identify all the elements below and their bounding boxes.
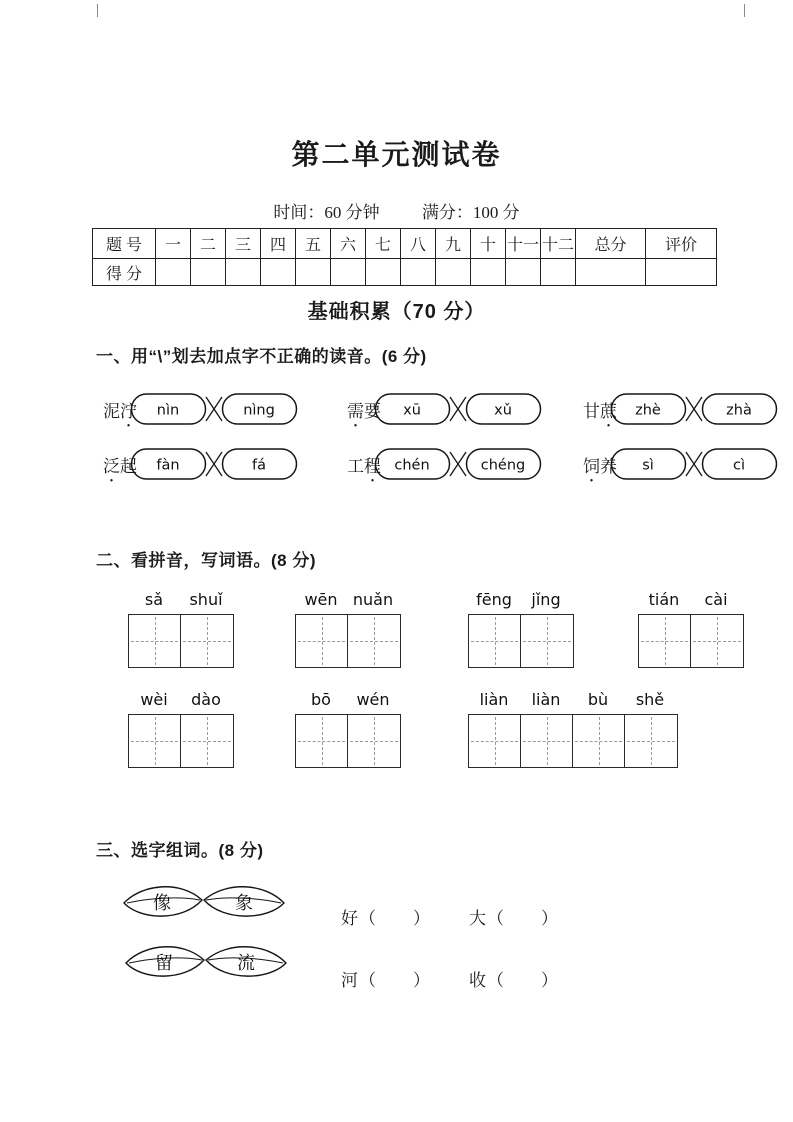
score-input-cell: [401, 259, 436, 286]
score-input-cell: [436, 259, 471, 286]
pinyin-option-1: xū: [403, 402, 421, 419]
writing-cell: [296, 615, 348, 667]
section-heading: 基础积累（70 分）: [307, 301, 486, 323]
pinyin-syllable: wēn: [304, 590, 338, 609]
target-word: [583, 397, 617, 422]
pinyin-label-row: [468, 690, 678, 712]
pinyin-syllable: bō: [311, 690, 331, 709]
pinyin-write-group: [638, 590, 744, 668]
pinyin-syllable: dào: [191, 690, 221, 709]
score-input-cell: [261, 259, 296, 286]
score-input-cell: [331, 259, 366, 286]
writing-grid: [128, 614, 234, 668]
score-input-cell: [471, 259, 506, 286]
pinyin-syllable: tián: [648, 590, 680, 609]
pinyin-syllable: wèi: [140, 690, 168, 709]
pinyin-choice-item: [103, 391, 298, 427]
crop-mark-right: [744, 4, 745, 17]
score-col-header: 一: [156, 229, 191, 259]
writing-cell: [521, 715, 573, 767]
pinyin-option-2: chéng: [480, 457, 526, 474]
pinyin-option-1: fàn: [156, 457, 180, 474]
dotted-char: 程: [364, 456, 381, 476]
pinyin-option-2: zhà: [726, 402, 752, 419]
pinyin-option-1: chén: [394, 457, 430, 474]
pinyin-syllable: liàn: [531, 690, 561, 709]
score-table-score-row: [93, 259, 717, 286]
score-col-header: 七: [366, 229, 401, 259]
target-word: [583, 452, 617, 477]
pinyin-option-2: xǔ: [494, 402, 512, 419]
pinyin-write-group: [468, 590, 574, 668]
pinyin-option-2: cì: [732, 457, 746, 474]
target-word: [347, 452, 381, 477]
pinyin-write-group: [128, 690, 234, 768]
time-label: 时间：60 分钟: [273, 203, 380, 222]
writing-cell: [521, 615, 573, 667]
question-number-label: 题 号: [93, 229, 156, 259]
pinyin-syllable: cài: [704, 590, 728, 609]
pinyin-choice-item: [347, 391, 542, 427]
writing-cell: [691, 615, 743, 667]
pinyin-syllable: jǐng: [531, 590, 561, 609]
writing-cell: [469, 615, 521, 667]
writing-cell: [469, 715, 521, 767]
score-col-header: 二: [191, 229, 226, 259]
writing-cell: [129, 615, 181, 667]
leaf-pair-shape: [122, 876, 286, 928]
score-col-header: 三: [226, 229, 261, 259]
question-1-title: 一、用“\”划去加点字不正确的读音。(6 分): [96, 347, 427, 366]
pinyin-label-row: [468, 590, 574, 612]
pinyin-syllable: shě: [635, 690, 665, 709]
pinyin-choice-item: [583, 391, 778, 427]
score-col-header: 五: [296, 229, 331, 259]
target-word: [103, 452, 137, 477]
target-word: [103, 397, 137, 422]
score-input-cell: [541, 259, 576, 286]
writing-cell: [296, 715, 348, 767]
score-input-cell: [506, 259, 541, 286]
score-input-cell: [646, 259, 717, 286]
writing-cell: [129, 715, 181, 767]
choice-char-left: 像: [153, 893, 171, 913]
dotted-char: 饲: [583, 456, 600, 476]
writing-cell: [181, 715, 233, 767]
pinyin-write-group: [468, 690, 678, 768]
score-table-header-row: [93, 229, 717, 259]
word-pre: 工: [347, 456, 364, 476]
word-pre: 甘: [583, 401, 600, 421]
writing-cell: [181, 615, 233, 667]
score-input-cell: [366, 259, 401, 286]
writing-grid: [295, 714, 401, 768]
writing-grid: [128, 714, 234, 768]
score-input-cell: [156, 259, 191, 286]
pinyin-write-group: [128, 590, 234, 668]
word-post: 要: [364, 401, 381, 421]
pinyin-option-1: sì: [642, 457, 654, 474]
score-table: [92, 228, 717, 286]
pinyin-syllable: shuǐ: [189, 590, 223, 609]
score-col-header: 十: [471, 229, 506, 259]
score-input-cell: [226, 259, 261, 286]
pinyin-syllable: fēng: [476, 590, 512, 609]
pinyin-choice-item: [347, 446, 542, 482]
pinyin-syllable: sǎ: [144, 590, 164, 609]
ribbon-shape: [610, 391, 778, 427]
pinyin-write-group: [295, 690, 401, 768]
ribbon-shape: [374, 391, 542, 427]
word-pre: 泥: [103, 401, 120, 421]
fill-blank: 收（ ）: [469, 971, 559, 990]
pinyin-label-row: [128, 690, 234, 712]
choice-char-right: 流: [237, 953, 255, 973]
writing-grid: [468, 614, 574, 668]
crop-mark-left: [97, 4, 98, 17]
score-input-cell: [191, 259, 226, 286]
score-col-header: 评价: [646, 229, 717, 259]
dotted-char: 泛: [103, 456, 120, 476]
score-col-header: 九: [436, 229, 471, 259]
ribbon-shape: [130, 446, 298, 482]
writing-grid: [638, 614, 744, 668]
pinyin-write-group: [295, 590, 401, 668]
score-col-header: 总分: [576, 229, 646, 259]
page-title: 第二单元测试卷: [291, 139, 502, 170]
target-word: [347, 397, 381, 422]
writing-grid: [468, 714, 678, 768]
pinyin-label-row: [295, 590, 401, 612]
ribbon-shape: [130, 391, 298, 427]
full-score-label: 满分：100 分: [421, 203, 520, 222]
pinyin-syllable: wén: [356, 690, 390, 709]
fill-blank: 好（ ）: [341, 909, 431, 928]
pinyin-choice-item: [103, 446, 298, 482]
exam-info-line: [0, 198, 793, 223]
score-input-cell: [296, 259, 331, 286]
writing-cell: [348, 615, 400, 667]
pinyin-option-2: fá: [252, 457, 266, 474]
score-col-header: 六: [331, 229, 366, 259]
score-col-header: 八: [401, 229, 436, 259]
writing-cell: [348, 715, 400, 767]
writing-cell: [573, 715, 625, 767]
fill-blank: 河（ ）: [341, 971, 431, 990]
pinyin-label-row: [295, 690, 401, 712]
score-row-label: 得 分: [93, 259, 156, 286]
writing-grid: [295, 614, 401, 668]
pinyin-label-row: [638, 590, 744, 612]
fill-blank: 大（ ）: [469, 909, 559, 928]
dotted-char: 需: [347, 401, 364, 421]
leaf-pair-shape: [124, 936, 288, 988]
pinyin-syllable: bù: [587, 690, 609, 709]
pinyin-syllable: nuǎn: [352, 590, 394, 609]
pinyin-choice-item: [583, 446, 778, 482]
question-2-title: 二、看拼音，写词语。(8 分): [96, 551, 316, 570]
pinyin-syllable: liàn: [479, 690, 509, 709]
score-col-header: 十一: [506, 229, 541, 259]
score-col-header: 四: [261, 229, 296, 259]
pinyin-label-row: [128, 590, 234, 612]
pinyin-option-1: zhè: [635, 402, 661, 419]
dotted-char: 蔗: [600, 401, 617, 421]
choice-char-left: 留: [155, 953, 173, 973]
score-col-header: 十二: [541, 229, 576, 259]
dotted-char: 泞: [120, 401, 137, 421]
word-post: 养: [600, 456, 617, 476]
leaf-choice-pair: [122, 876, 286, 933]
pinyin-option-1: nìn: [156, 402, 180, 419]
writing-cell: [639, 615, 691, 667]
pinyin-option-2: nìng: [243, 402, 275, 419]
leaf-choice-pair: [124, 936, 288, 993]
writing-cell: [625, 715, 677, 767]
score-input-cell: [576, 259, 646, 286]
ribbon-shape: [610, 446, 778, 482]
word-post: 起: [120, 456, 137, 476]
ribbon-shape: [374, 446, 542, 482]
choice-char-right: 象: [235, 893, 253, 913]
question-3-title: 三、选字组词。(8 分): [96, 841, 264, 860]
